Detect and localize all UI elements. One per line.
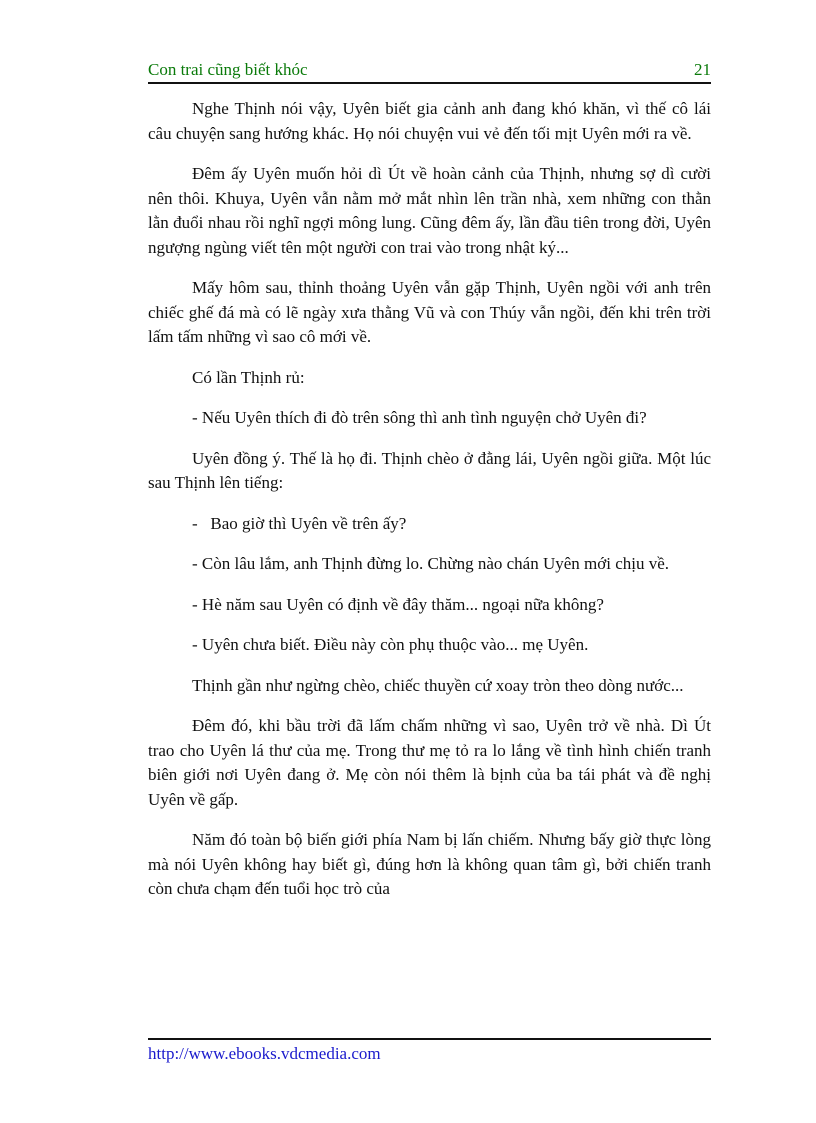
page-number: 21 [694, 60, 711, 79]
book-title: Con trai cũng biết khóc [148, 60, 308, 79]
paragraph: Nghe Thịnh nói vậy, Uyên biết gia cảnh anh đang khó khăn, vì thế cô lái câu chuyện sang hướng khác. Họ nói chuyện vui vẻ đến tối mịt Uyên mới ra về. [148, 99, 711, 143]
page-header [148, 58, 711, 84]
paragraph: - Còn lâu lắm, anh Thịnh đừng lo. Chừng nào chán Uyên mới chịu về. [192, 554, 670, 573]
paragraph: - Uyên chưa biết. Điều này còn phụ thuộc vào... mẹ Uyên. [192, 635, 589, 654]
paragraph: - Bao giờ thì Uyên về trên ấy? [192, 513, 407, 533]
footer-divider [148, 1038, 711, 1040]
footer-website-link[interactable]: http://www.ebooks.vdcmedia.com [148, 1044, 381, 1063]
paragraph: Đêm ấy Uyên muốn hỏi dì Út về hoàn cảnh của Thịnh, nhưng sợ dì cười nên thôi. Khuya, Uyên vẫn nằm mở mắt nhìn lên trần nhà, xem những con thằn lằn đuổi nhau rồi nghĩ ngợi mông lung. Cũng đêm ấy, lần đầu tiên trong đời, Uyên ngượng ngùng viết tên một người con trai vào trong nhật ký... [148, 164, 711, 257]
paragraph: Đêm đó, khi bầu trời đã lấm chấm những vì sao, Uyên trở về nhà. Dì Út trao cho Uyên lá thư của mẹ. Trong thư mẹ tỏ ra lo lắng về tình hình chiến tranh biên giới nơi Uyên đang ở. Mẹ còn nói thêm là bịnh của ba tái phát và đề nghị Uyên về gấp. [148, 716, 711, 809]
paragraph: Uyên đồng ý. Thế là họ đi. Thịnh chèo ở đằng lái, Uyên ngồi giữa. Một lúc sau Thịnh lên tiếng: [148, 448, 711, 492]
page-body [148, 97, 711, 902]
paragraph: Mấy hôm sau, thỉnh thoảng Uyên vẫn gặp Thịnh, Uyên ngồi với anh trên chiếc ghế đá mà có lẽ ngày xưa thằng Vũ và con Thúy vẫn ngồi, đến khi trên trời lấm tấm những vì sao cô mới về. [148, 278, 711, 346]
paragraph: Thịnh gần như ngừng chèo, chiếc thuyền cứ xoay tròn theo dòng nước... [192, 675, 684, 695]
paragraph: Năm đó toàn bộ biến giới phía Nam bị lấn chiếm. Nhưng bấy giờ thực lòng mà nói Uyên không hay biết gì, đúng hơn là không quan tâm gì, bởi chiến tranh còn chưa chạm đến tuổi học trò của [148, 830, 711, 898]
paragraph: Có lần Thịnh rủ: [192, 367, 305, 387]
paragraph: - Nếu Uyên thích đi đò trên sông thì anh tình nguyện chở Uyên đi? [192, 408, 647, 427]
paragraph: - Hè năm sau Uyên có định về đây thăm... ngoại nữa không? [192, 594, 604, 614]
